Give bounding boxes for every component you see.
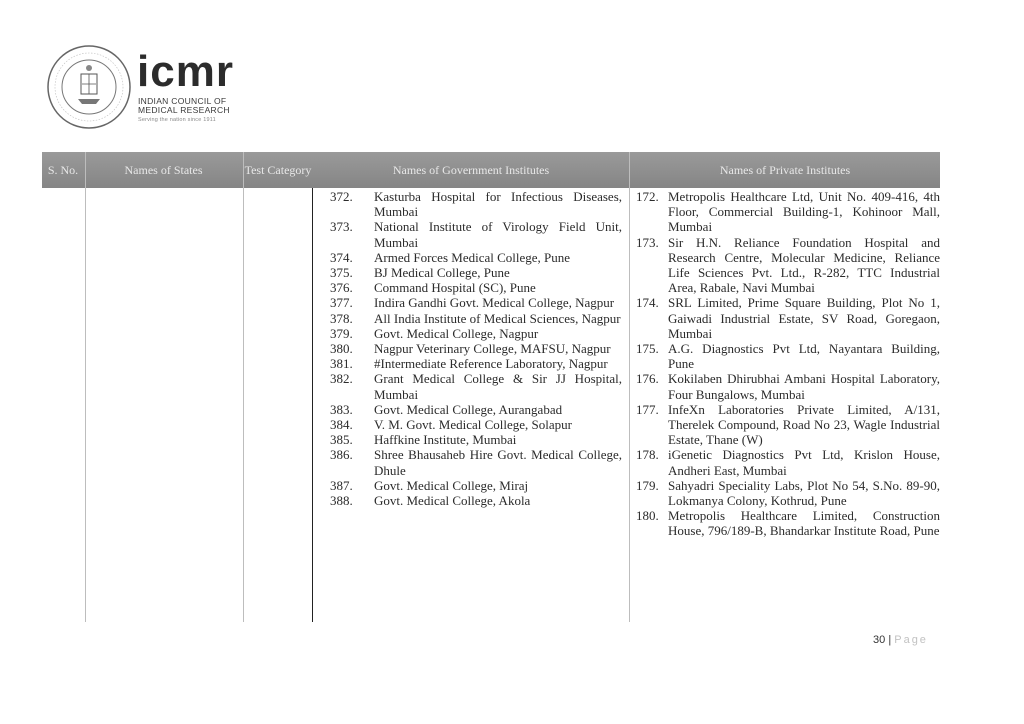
entry-text: SRL Limited, Prime Square Building, Plot No 1, Gaiwadi Industrial Estate, SV Road, Goregaon, Mumbai <box>668 295 940 341</box>
government-institute-row <box>330 189 622 219</box>
entry-number: 180. <box>636 508 659 524</box>
entry-number: 385. <box>330 432 353 448</box>
entry-text: Kokilaben Dhirubhai Ambani Hospital Laboratory, Four Bungalows, Mumbai <box>668 371 940 402</box>
private-institute-row <box>636 295 940 341</box>
icmr-wordmark: icmr <box>137 47 234 96</box>
government-institute-row <box>330 478 622 493</box>
header-government-institutes: Names of Government Institutes <box>392 162 550 177</box>
government-institute-row <box>330 341 622 356</box>
government-institute-row <box>330 402 622 417</box>
entry-number: 174. <box>636 295 659 311</box>
entry-text: Govt. Medical College, Akola <box>374 493 531 509</box>
logo-line-1: INDIAN COUNCIL OF <box>138 96 227 106</box>
page-footer <box>873 634 928 646</box>
government-institute-row <box>330 250 622 265</box>
entry-number: 378. <box>330 310 353 326</box>
entry-text: Sir H.N. Reliance Foundation Hospital and Research Centre, Molecular Medicine, Reliance Life Sciences Pvt. Ltd., R-282, TTC Industrial Area, Rabale, Navi Mumbai <box>668 234 940 296</box>
entry-text: Kasturba Hospital for Infectious Diseases, Mumbai <box>374 189 622 220</box>
icmr-seal-logo <box>46 44 132 130</box>
private-institutes-list <box>636 189 940 539</box>
government-institute-row <box>330 311 622 326</box>
entry-text: InfeXn Laboratories Private Limited, A/131, Therelek Compound, Road No 23, Wagle Industrial Estate, Thane (W) <box>668 401 940 448</box>
entry-number: 373. <box>330 219 353 235</box>
government-institute-row <box>330 219 622 249</box>
entry-text: Grant Medical College & Sir JJ Hospital, Mumbai <box>374 371 622 402</box>
government-institute-row <box>330 326 622 341</box>
entry-number: 381. <box>330 356 353 372</box>
entry-text: Haffkine Institute, Mumbai <box>374 432 517 448</box>
private-institute-row <box>636 341 940 371</box>
entry-text: Govt. Medical College, Miraj <box>374 477 529 493</box>
entry-text: V. M. Govt. Medical College, Solapur <box>374 417 572 433</box>
entry-text: Metropolis Healthcare Ltd, Unit No. 409-416, 4th Floor, Commercial Building-1, Kohinoor Mall, Mumbai <box>668 189 940 235</box>
entry-text: National Institute of Virology Field Unit, Mumbai <box>374 219 622 250</box>
logo-line-2: MEDICAL RESEARCH <box>138 105 230 115</box>
entry-number: 375. <box>330 265 353 281</box>
entry-text: Command Hospital (SC), Pune <box>374 280 536 296</box>
entry-text: iGenetic Diagnostics Pvt Ltd, Krislon House, Andheri East, Mumbai <box>668 447 940 478</box>
entry-number: 380. <box>330 341 353 357</box>
entry-text: Indira Gandhi Govt. Medical College, Nagpur <box>374 295 615 311</box>
entry-number: 172. <box>636 189 659 204</box>
entry-number: 177. <box>636 401 659 417</box>
private-institute-row <box>636 235 940 296</box>
private-institute-row <box>636 508 940 538</box>
header-test-category: Test Category <box>244 162 312 177</box>
entry-text: All India Institute of Medical Sciences, Nagpur <box>374 310 621 326</box>
page-word: Page <box>894 634 928 646</box>
entry-number: 173. <box>636 234 659 250</box>
entry-text: A.G. Diagnostics Pvt Ltd, Nayantara Building, Pune <box>668 341 940 372</box>
government-institute-row <box>330 295 622 310</box>
private-institute-row <box>636 478 940 508</box>
private-institute-row <box>636 402 940 448</box>
entry-number: 388. <box>330 493 353 509</box>
government-institute-row <box>330 280 622 295</box>
government-institutes-list <box>330 189 622 508</box>
entry-number: 374. <box>330 249 353 265</box>
government-institute-row <box>330 493 622 508</box>
government-institute-row <box>330 417 622 432</box>
government-institute-row <box>330 371 622 401</box>
entry-text: Armed Forces Medical College, Pune <box>374 249 571 265</box>
private-institute-row <box>636 371 940 401</box>
private-institute-row <box>636 447 940 477</box>
entry-number: 382. <box>330 371 353 387</box>
header-sno: S. No. <box>47 162 79 177</box>
entry-number: 376. <box>330 280 353 296</box>
logo-tagline: Serving the nation since 1911 <box>138 117 216 123</box>
entry-number: 379. <box>330 325 353 341</box>
entry-text: Govt. Medical College, Aurangabad <box>374 401 563 417</box>
government-institute-row <box>330 432 622 447</box>
entry-number: 175. <box>636 341 659 357</box>
private-institute-row <box>636 189 940 235</box>
entry-text: Shree Bhausaheb Hire Govt. Medical College, Dhule <box>374 447 622 478</box>
government-institute-row <box>330 265 622 280</box>
entry-number: 386. <box>330 447 353 463</box>
page-number: 30 <box>873 634 886 646</box>
entry-number: 372. <box>330 189 353 204</box>
entry-number: 176. <box>636 371 659 387</box>
entry-text: Metropolis Healthcare Limited, Construction House, 796/189-B, Bhandarkar Institute Road, Pune <box>668 508 940 539</box>
entry-text: BJ Medical College, Pune <box>374 265 510 281</box>
header-states: Names of States <box>124 162 203 177</box>
entry-number: 387. <box>330 477 353 493</box>
column-rule <box>629 152 630 622</box>
entry-text: Sahyadri Speciality Labs, Plot No 54, S.No. 89-90, Lokmanya Colony, Kothrud, Pune <box>668 477 940 509</box>
column-rule <box>85 152 86 622</box>
government-institute-row <box>330 356 622 371</box>
entry-text: #Intermediate Reference Laboratory, Nagpur <box>374 356 608 372</box>
header-private-institutes: Names of Private Institutes <box>719 162 851 177</box>
entry-number: 377. <box>330 295 353 311</box>
entry-text: Govt. Medical College, Nagpur <box>374 325 539 341</box>
entry-text: Nagpur Veterinary College, MAFSU, Nagpur <box>374 341 611 357</box>
entry-number: 179. <box>636 477 659 493</box>
column-rule <box>312 188 313 622</box>
column-rule <box>243 152 244 622</box>
page-separator: | <box>888 634 892 646</box>
entry-number: 178. <box>636 447 659 463</box>
entry-number: 383. <box>330 401 353 417</box>
government-institute-row <box>330 447 622 477</box>
entry-number: 384. <box>330 417 353 433</box>
